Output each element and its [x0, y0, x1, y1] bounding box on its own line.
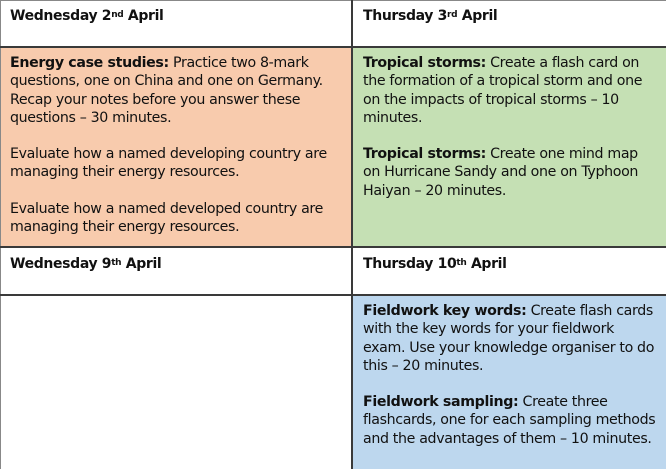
header-wednesday-9-april [0, 248, 351, 294]
task-paragraph [10, 145, 341, 182]
task-paragraph [10, 200, 341, 237]
task-text: Evaluate how a named developed country are managing their energy resources. [10, 200, 323, 236]
task-text: Create three flashcards, one for each sampling methods and the advantages of them – 10 minutes. [363, 394, 656, 447]
header-month: April [121, 256, 162, 272]
table-left-border [0, 0, 1, 469]
header-day: Wednesday 9 [10, 256, 112, 272]
task-paragraph [363, 54, 656, 127]
header-suffix: rd [447, 10, 458, 20]
task-title: Fieldwork sampling: [363, 394, 519, 411]
task-text: Create a flash card on the formation of a tropical storm and one on the impacts of tropical storms – 10 minutes. [363, 55, 643, 126]
header-wednesday-2-april [0, 0, 351, 46]
task-title: Tropical storms: [363, 146, 486, 163]
task-text: Create one mind map on Hurricane Sandy and one on Typhoon Haiyan – 20 minutes. [363, 146, 639, 199]
task-paragraph [10, 54, 341, 127]
task-text: Practice two 8-mark questions, one on China and one on Germany. Recap your notes before you answer these questions – 30 minutes. [10, 55, 323, 126]
row-divider [0, 294, 666, 296]
header-day: Wednesday 2 [10, 8, 112, 24]
task-title: Tropical storms: [363, 55, 486, 71]
header-suffix: nd [111, 10, 124, 20]
table-top-border [0, 0, 666, 1]
task-title: Fieldwork key words: [363, 303, 527, 319]
column-divider [351, 0, 353, 469]
row-divider [0, 46, 666, 48]
header-thursday-3-april [353, 0, 666, 46]
energy-tasks-cell [0, 48, 351, 246]
fieldwork-tasks-cell [353, 296, 666, 469]
header-month: April [466, 256, 507, 272]
task-paragraph [363, 393, 656, 448]
row-divider [0, 246, 666, 248]
tropical-storms-tasks-cell [353, 48, 666, 246]
task-title: Energy case studies: [10, 55, 169, 71]
header-thursday-10-april [353, 248, 666, 294]
header-month: April [457, 8, 498, 24]
header-day: Thursday 10 [363, 256, 457, 272]
empty-tasks-cell [0, 296, 351, 469]
header-suffix: th [111, 258, 122, 268]
header-suffix: th [456, 258, 467, 268]
task-text: Create flash cards with the key words for your fieldwork exam. Use your knowledge organiser to do this – 20 minutes. [363, 303, 655, 374]
task-paragraph [363, 145, 656, 200]
task-paragraph [363, 302, 656, 375]
task-text: Evaluate how a named developing country are managing their energy resources. [10, 146, 327, 181]
header-month: April [123, 8, 164, 24]
header-day: Thursday 3 [363, 8, 448, 24]
